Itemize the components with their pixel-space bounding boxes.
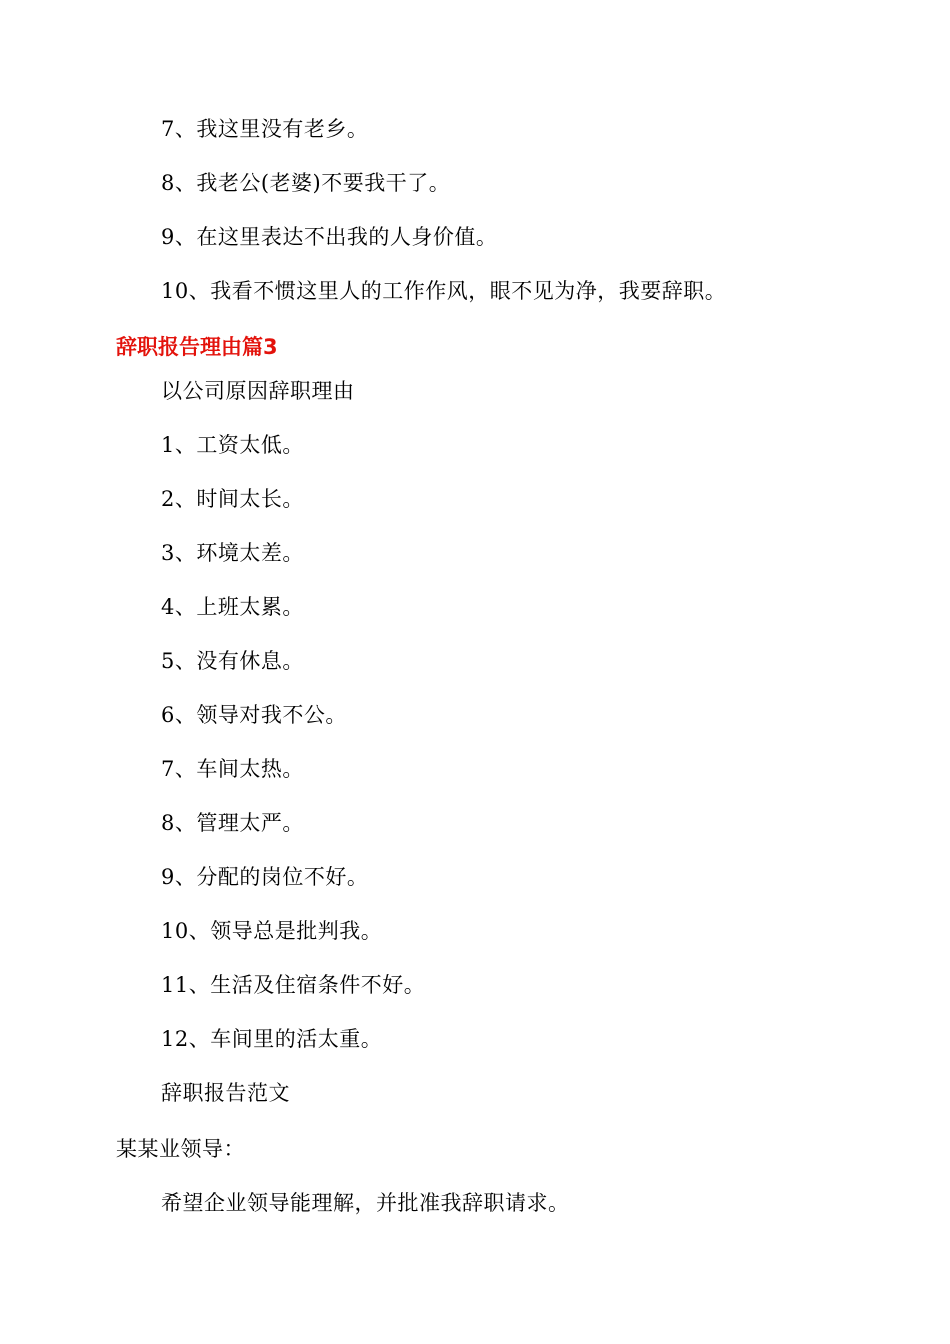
list-item: 5、没有休息。	[161, 649, 304, 673]
list-item: 10、我看不惯这里人的工作作风，眼不见为净，我要辞职。	[161, 279, 727, 303]
salutation: 某某业领导：	[116, 1137, 245, 1161]
list-item: 2、时间太长。	[161, 487, 304, 511]
list-item: 7、我这里没有老乡。	[161, 117, 369, 141]
list-item: 8、我老公(老婆)不要我干了。	[161, 171, 451, 195]
list-item: 9、在这里表达不出我的人身价值。	[161, 225, 498, 249]
list-item: 1、工资太低。	[161, 433, 304, 457]
list-item: 12、车间里的活太重。	[161, 1027, 383, 1051]
section-intro: 以公司原因辞职理由	[161, 379, 355, 403]
section-heading: 辞职报告理由篇3	[116, 335, 278, 359]
list-item: 7、车间太热。	[161, 757, 304, 781]
list-item: 4、上班太累。	[161, 595, 304, 619]
list-item: 6、领导对我不公。	[161, 703, 347, 727]
list-item: 9、分配的岗位不好。	[161, 865, 369, 889]
list-item: 3、环境太差。	[161, 541, 304, 565]
list-item: 10、领导总是批判我。	[161, 919, 383, 943]
list-item: 11、生活及住宿条件不好。	[161, 973, 426, 997]
body-paragraph: 希望企业领导能理解，并批准我辞职请求。	[161, 1191, 570, 1215]
sample-title: 辞职报告范文	[161, 1081, 290, 1105]
list-item: 8、管理太严。	[161, 811, 304, 835]
